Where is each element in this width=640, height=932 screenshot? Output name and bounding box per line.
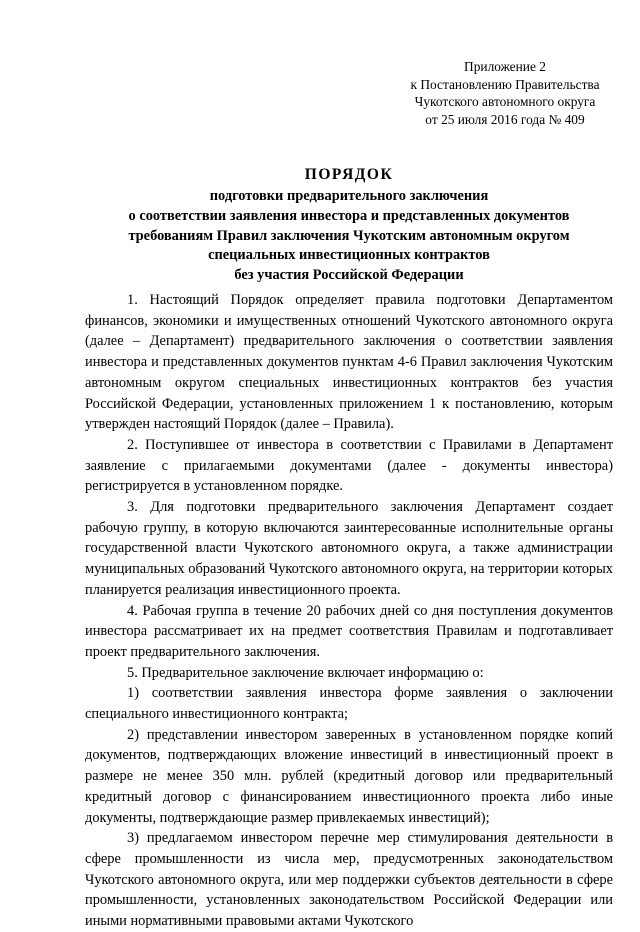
title-line: требованиям Правил заключения Чукотским автономным округом bbox=[128, 227, 570, 244]
appendix-header bbox=[405, 58, 605, 128]
paragraph-5: 5. Предварительное заключение включает информацию о: bbox=[127, 664, 484, 681]
title-main: ПОРЯДОК bbox=[304, 166, 394, 183]
paragraph-4: 4. Рабочая группа в течение 20 рабочих дней со дня поступления документов инвестора рассматривает их на предмет соответствия Правилам и подготавливает проект предварительного заключения. bbox=[85, 602, 613, 660]
list-item-1: 1) соответствии заявления инвестора форме заявления о заключении специального инвестиционного контракта; bbox=[85, 685, 613, 723]
list-item-3: 3) предлагаемом инвестором перечне мер стимулирования деятельности в сфере промышленности из числа мер, предусмотренных законодательством Чукотского автономного округа, или мер поддержки субъектов деятельности в сфере промышленности, установленных законодательством Российской Федерации или иными нормативными правовыми актами Чукотского bbox=[85, 830, 613, 930]
title-line: без участия Российской Федерации bbox=[234, 267, 464, 284]
document-title bbox=[85, 163, 613, 286]
title-line: специальных инвестиционных контрактов bbox=[208, 247, 490, 264]
paragraph-2: 2. Поступившее от инвестора в соответствии с Правилами в Департамент заявление с прилагаемыми документами (далее - документы инвестора) регистрируется в установленном порядке. bbox=[85, 436, 613, 495]
title-line: подготовки предварительного заключения bbox=[209, 188, 489, 204]
paragraph-1: 1. Настоящий Порядок определяет правила подготовки Департаментом финансов, экономики и имущественных отношений Чукотского автономного округа (далее – Департамент) предварительного заключения о соответствии заявления инвестора и представленных документов пунктам 4-6 Правил заключения Чукотским автономным округом специальных инвестиционных контрактов без участия Российской Федерации, установленных приложением 1 к постановлению, которым утвержден настоящий Порядок (далее – Правила). bbox=[85, 292, 613, 433]
title-subtitle bbox=[85, 187, 613, 286]
appendix-date: от 25 июля 2016 года № 409 bbox=[425, 111, 585, 127]
list-item-2: 2) представлении инвестором заверенных в установленном порядке копий документов, подтверждающих вложение инвестиций в инвестиционный проект в размере не менее 350 млн. рублей (кредитный договор или предварительный кредитный договор с финансированием инвестиционного проекта либо иные документы, подтверждающие размер привлекаемых инвестиций); bbox=[85, 726, 613, 826]
appendix-number: Приложение 2 bbox=[464, 59, 546, 74]
title-line: о соответствии заявления инвестора и представленных документов bbox=[128, 207, 570, 224]
appendix-reference: к Постановлению Правительства bbox=[410, 76, 600, 92]
document-body bbox=[85, 290, 613, 932]
paragraph-3: 3. Для подготовки предварительного заключения Департамент создает рабочую группу, в которую включаются заинтересованные исполнительные органы государственной власти Чукотского автономного округа, а также администрации муниципальных образований Чукотского автономного округа, на территории которых планируется реализация инвестиционного проекта. bbox=[85, 499, 613, 598]
appendix-region: Чукотского автономного округа bbox=[414, 94, 596, 109]
